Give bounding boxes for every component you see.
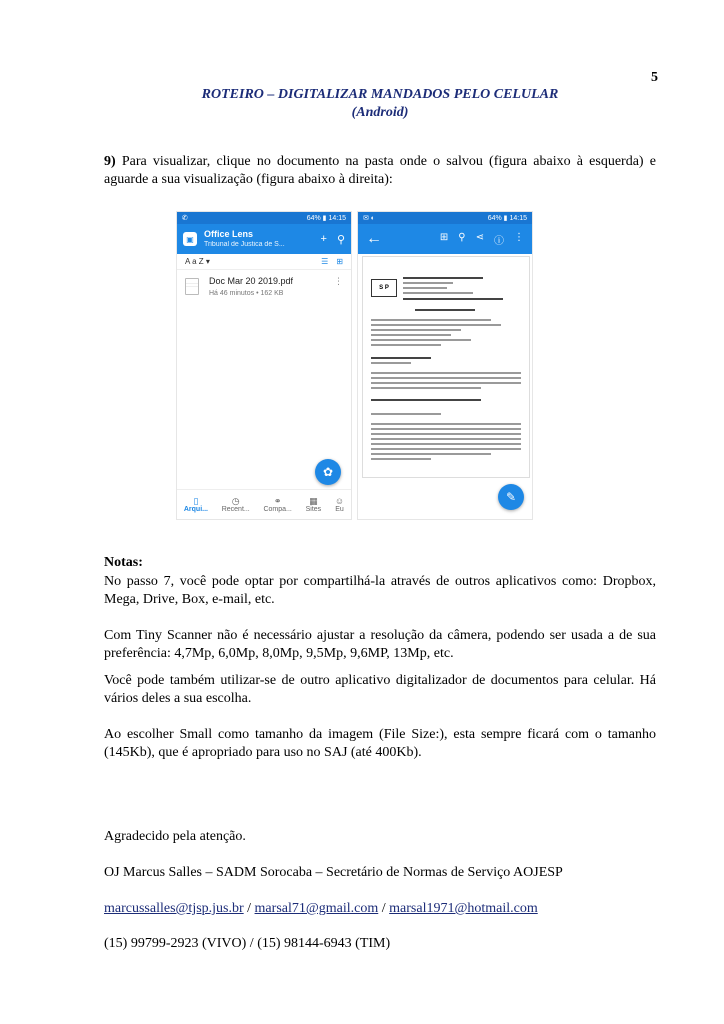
- more-options-icon[interactable]: ⋮: [334, 276, 343, 286]
- pdf-file-icon: [185, 278, 199, 295]
- app-name: Office Lens: [204, 229, 254, 239]
- nav-recent[interactable]: ◷ Recent...: [221, 496, 250, 513]
- email-link-tjsp[interactable]: marcussalles@tjsp.jus.br: [104, 901, 244, 916]
- phone-line: (15) 99799-2923 (VIVO) / (15) 98144-6943 (TIM): [104, 936, 391, 951]
- battery-level: 64%: [487, 215, 502, 222]
- nav-me[interactable]: ☺ Eu: [334, 496, 345, 513]
- signature-line: OJ Marcus Salles – SADM Sorocaba – Secretário de Normas de Serviço AOJESP: [104, 865, 563, 880]
- document-title: [0, 86, 724, 122]
- file-meta: Há 46 minutos • 162 KB: [209, 290, 284, 297]
- step-number: 9): [104, 154, 116, 169]
- note-paragraph-2: Com Tiny Scanner não é necessário ajustar a resolução da câmera, podendo ser usada a de sua preferência: 4,7Mp, 6,0Mp, 8,0Mp, 9,5Mp, 9,6MP, 13Mp, etc.: [104, 628, 656, 661]
- thanks-line: Agradecido pela atenção.: [104, 829, 246, 844]
- notification-icon: ✆: [182, 215, 188, 222]
- email-link-hotmail[interactable]: marsal1971@hotmail.com: [389, 901, 538, 916]
- file-list-item[interactable]: [177, 270, 351, 305]
- nav-files[interactable]: ▯ Arqui...: [183, 496, 208, 513]
- notes-title: Notas:: [104, 555, 143, 570]
- share-icon: ⚭: [273, 496, 282, 506]
- viewer-app-bar: [358, 224, 532, 254]
- file-icon: ▯: [193, 496, 199, 506]
- list-view-icon[interactable]: ☰: [321, 257, 329, 266]
- app-bar: [177, 224, 351, 254]
- title-line-1: ROTEIRO – DIGITALIZAR MANDADOS PELO CELULAR: [201, 87, 559, 102]
- pdf-viewer-screenshot: [357, 211, 533, 520]
- sort-button[interactable]: A a Z ▾: [185, 257, 210, 266]
- clock-icon: ◷: [231, 496, 240, 506]
- sort-bar: [177, 254, 351, 270]
- edit-button[interactable]: ✎: [498, 484, 524, 510]
- title-line-2: (Android): [351, 105, 409, 120]
- email-link-gmail[interactable]: marsal71@gmail.com: [254, 901, 379, 916]
- share-icon[interactable]: ⋖: [475, 231, 484, 243]
- grid-icon[interactable]: ⊞: [439, 231, 449, 243]
- battery-level: 64%: [306, 215, 321, 222]
- info-icon[interactable]: ⓘ: [494, 235, 504, 247]
- status-bar: ✉ ◐ 64% ▮ 14:15: [358, 212, 532, 224]
- add-icon[interactable]: +: [320, 232, 327, 245]
- notification-icon: ✉ ◐: [363, 215, 376, 222]
- camera-button[interactable]: ✿: [315, 459, 341, 485]
- note-paragraph-1: No passo 7, você pode optar por compartilhá-la através de outros aplicativos como: Dropbox, Mega, Drive, Box, e-mail, etc.: [104, 574, 656, 607]
- step-9-paragraph: [104, 153, 656, 189]
- court-logo: S P: [371, 279, 397, 297]
- office-lens-icon: ▣: [183, 232, 197, 246]
- nav-shared[interactable]: ⚭ Compa...: [263, 496, 292, 513]
- person-icon: ☺: [334, 496, 345, 506]
- search-icon[interactable]: ⚲: [336, 233, 345, 246]
- bottom-navigation: [177, 489, 351, 519]
- back-arrow-icon[interactable]: ←: [366, 230, 382, 247]
- note-paragraph-4: Ao escolher Small como tamanho da imagem (File Size:), esta sempre ficará com o tamanho (145Kb), que é apropriado para uso no SAJ (até 400Kb).: [104, 727, 656, 760]
- status-bar: ✆ 64% ▮ 14:15: [177, 212, 351, 224]
- folder-name: Tribunal de Justica de S...: [204, 241, 285, 248]
- email-line: marcussalles@tjsp.jus.br / marsal71@gmail.com / marsal1971@hotmail.com: [104, 901, 538, 916]
- step-text: Para visualizar, clique no documento na pasta onde o salvou (figura abaixo à esquerda) e aguarde a sua visualização (figura abaixo à direita):: [104, 154, 656, 187]
- nav-sites[interactable]: ▦ Sites: [305, 496, 322, 513]
- office-lens-screenshot: [176, 211, 352, 520]
- status-time: 14:15: [328, 215, 346, 222]
- sites-icon: ▦: [309, 496, 318, 506]
- scanned-document-preview: [362, 256, 530, 478]
- grid-view-icon[interactable]: ⊞: [336, 257, 343, 266]
- more-options-icon[interactable]: ⋮: [514, 231, 524, 243]
- file-name: Doc Mar 20 2019.pdf: [209, 276, 294, 286]
- search-icon[interactable]: ⚲: [458, 231, 466, 243]
- note-paragraph-3: Você pode também utilizar-se de outro aplicativo digitalizador de documentos para celular. Há vários deles a sua escolha.: [104, 673, 656, 706]
- page-number: 5: [651, 70, 658, 85]
- status-time: 14:15: [509, 215, 527, 222]
